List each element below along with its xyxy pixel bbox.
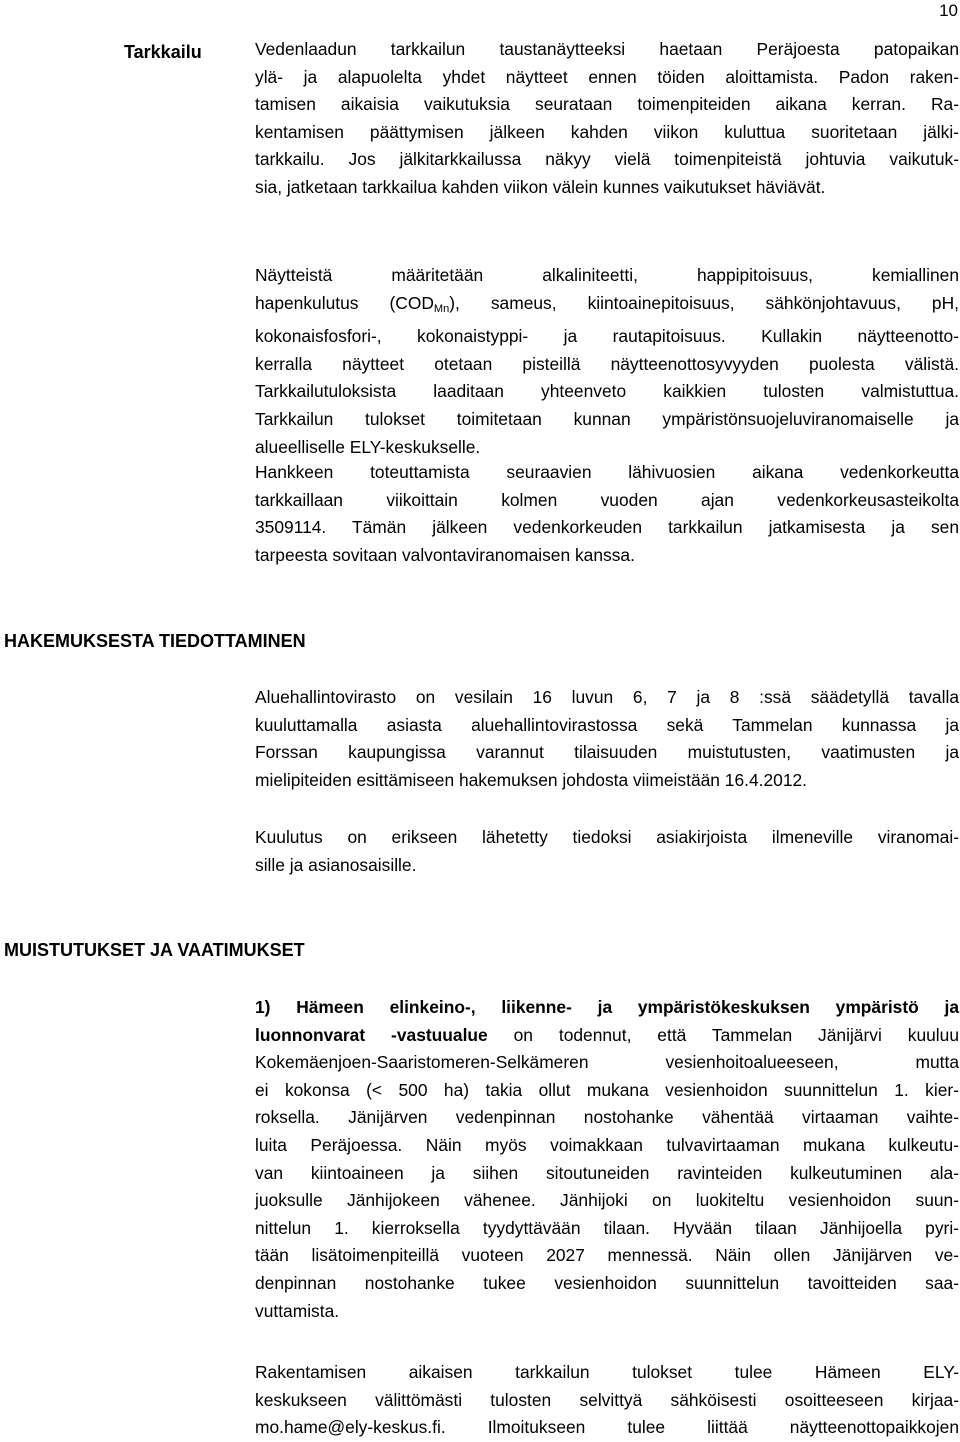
text-line-bold: 1) Hämeen elinkeino-, liikenne- ja ympäristökeskuksen ympäristö ja — [255, 997, 959, 1017]
text-line: mielipiteiden esittämiseen hakemuksen johdosta viimeistään 16.4.2012. — [255, 769, 807, 790]
muistutukset-paragraph-1 — [255, 994, 959, 1325]
text-line: ei kokonsa (< 500 ha) takia ollut mukana vesienhoidon suunnittelun 1. kier- — [255, 1079, 959, 1100]
text-line: alueelliselle ELY-keskukselle. — [255, 436, 481, 457]
text-fragment: hapenkulutus (COD — [255, 292, 434, 313]
text-line: mo.hame@ely-keskus.fi. Ilmoitukseen tulee liittää näytteenottopaikkojen — [255, 1417, 959, 1438]
text-line: van kiintoaineen ja siihen sitoutuneiden ravinteiden kulkeutuminen ala- — [255, 1162, 959, 1183]
text-line: nittelun 1. kierroksella tyydyttävään tilaan. Hyvään tilaan Jänhijoella pyri- — [255, 1217, 959, 1238]
text-line: Rakentamisen aikaisen tarkkailun tulokset tulee Hämeen ELY- — [255, 1362, 959, 1382]
subscript-mn: Mn — [433, 302, 450, 315]
text-line: 3509114. Tämän jälkeen vedenkorkeuden tarkkailun jatkamisesta ja sen — [255, 517, 959, 538]
text-line: kokonaisfosfori-, kokonaistyppi- ja rautapitoisuus. Kullakin näytteenotto- — [255, 326, 959, 347]
text-line: sia, jatketaan tarkkailua kahden viikon välein kunnes vaikutukset häviävät. — [255, 176, 826, 197]
muistutukset-paragraph-2 — [255, 1359, 959, 1442]
page-number: 10 — [939, 1, 958, 20]
text-line: kentamisen päättymisen jälkeen kahden viikon kuluttua suoritetaan jälki- — [255, 121, 959, 142]
text-line: keskukseen välittömästi tulosten selvittyä sähköisesti osoitteeseen kirjaa- — [255, 1389, 959, 1410]
heading-hakemuksesta-tiedottaminen: HAKEMUKSESTA TIEDOTTAMINEN — [4, 631, 306, 651]
text-line — [255, 290, 959, 324]
text-line: vuttamista. — [255, 1300, 340, 1321]
text-fragment: on todennut, että Tammelan Jänijärvi kuuluu — [487, 1024, 959, 1045]
text-line: Kuulutus on erikseen lähetetty tiedoksi asiakirjoista ilmeneville viranomai- — [255, 827, 959, 847]
text-line: Tarkkailun tulokset toimitetaan kunnan ympäristönsuojeluviranomaiselle ja — [255, 408, 959, 429]
text-line: sille ja asianosaisille. — [255, 854, 417, 875]
text-line: Näytteistä määritetään alkaliniteetti, happipitoisuus, kemiallinen — [255, 265, 959, 285]
text-line: kuuluttamalla asiasta aluehallintovirastossa sekä Tammelan kunnassa ja — [255, 714, 959, 735]
text-line: Tarkkailutuloksista laaditaan yhteenveto kaikkien tulosten valmistuttua. — [255, 381, 959, 402]
text-line: tamisen aikaisia vaikutuksia seurataan toimenpiteiden aikana kerran. Ra- — [255, 94, 959, 115]
tarkkailu-paragraph-1 — [255, 36, 959, 202]
heading-muistutukset-ja-vaatimukset: MUISTUTUKSET JA VAATIMUKSET — [4, 940, 305, 960]
text-line: kerralla näytteet otetaan pisteillä näytteenottosyvyyden puolesta välistä. — [255, 353, 959, 374]
hakemuksesta-paragraph-2 — [255, 824, 959, 879]
text-line — [255, 1022, 959, 1050]
text-line: Forssan kaupungissa varannut tilaisuuden muistutusten, vaatimusten ja — [255, 742, 959, 763]
text-line: tään lisätoimenpiteillä vuoteen 2027 mennessä. Näin ollen Jänijärven ve- — [255, 1245, 959, 1266]
hakemuksesta-paragraph-1 — [255, 684, 959, 794]
text-line: Aluehallintovirasto on vesilain 16 luvun 6, 7 ja 8 :ssä säädetyllä tavalla — [255, 687, 959, 707]
tarkkailu-paragraph-2 — [255, 262, 959, 461]
text-line: denpinnan nostohanke tukee vesienhoidon suunnittelun tavoitteiden saa- — [255, 1272, 959, 1293]
text-fragment: ), sameus, kiintoainepitoisuus, sähkönjohtavuus, pH, — [449, 292, 959, 313]
text-fragment-bold: luonnonvarat -vastuualue — [255, 1024, 488, 1045]
text-line: ylä- ja alapuolelta yhdet näytteet ennen töiden aloittamista. Padon raken- — [255, 66, 959, 87]
text-line: juoksulle Jänhijokeen vähenee. Jänhijoki on luokiteltu vesienhoidon suun- — [255, 1190, 959, 1211]
text-line: Kokemäenjoen-Saaristomeren-Selkämeren vesienhoitoalueeseen, mutta — [255, 1052, 959, 1073]
text-line: tarkkailu. Jos jälkitarkkailussa näkyy vielä toimenpiteistä johtuvia vaikutuk- — [255, 149, 959, 170]
text-line: roksella. Jänijärven vedenpinnan nostohanke vähentää virtaaman vaihte- — [255, 1107, 959, 1128]
section-label-tarkkailu: Tarkkailu — [124, 42, 202, 62]
text-line: Vedenlaadun tarkkailun taustanäytteeksi haetaan Peräjoesta patopaikan — [255, 39, 959, 59]
text-line: luita Peräjoessa. Näin myös voimakkaan tulvavirtaaman mukana kulkeutu- — [255, 1134, 959, 1155]
tarkkailu-paragraph-3 — [255, 459, 959, 569]
text-line: tarkkaillaan viikoittain kolmen vuoden ajan vedenkorkeusasteikolta — [255, 489, 959, 510]
text-line: tarpeesta sovitaan valvontaviranomaisen kanssa. — [255, 544, 635, 565]
text-line: Hankkeen toteuttamista seuraavien lähivuosien aikana vedenkorkeutta — [255, 462, 959, 482]
